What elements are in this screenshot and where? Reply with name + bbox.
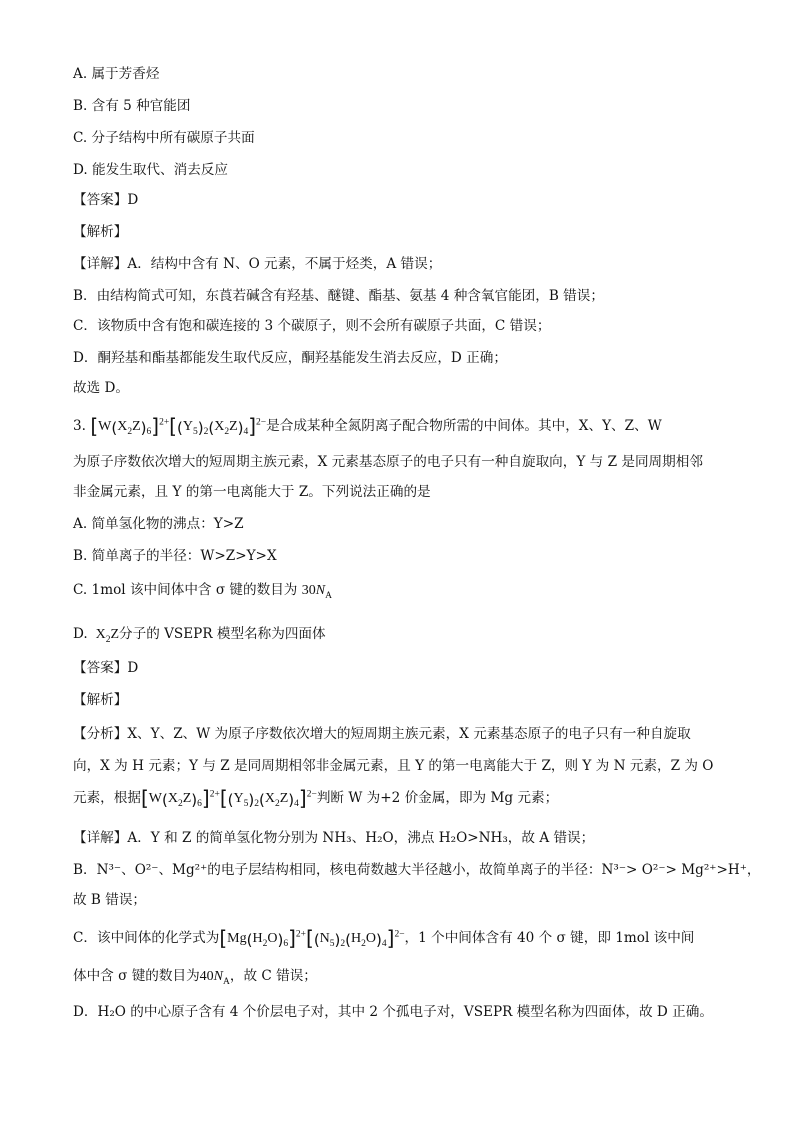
stem-text: 是合成某种全氮阴离子配合物所需的中间体。其中，X、Y、Z、W: [266, 418, 662, 434]
q3-analysis-tag: 【解析】: [73, 692, 128, 708]
detail-tag: 【详解】: [73, 830, 128, 846]
q2-option-c: C. 分子结构中所有碳原子共面: [73, 130, 255, 146]
q2-option-d: D. 能发生取代、消去反应: [73, 162, 228, 178]
detail-c2-prefix: 体中含 σ 键的数目为: [73, 968, 200, 984]
value-number: 30: [301, 583, 316, 598]
fenxi-text-prefix: 元素，根据: [73, 790, 141, 806]
q3-option-c: [73, 580, 332, 601]
option-d-label: D.: [73, 626, 88, 642]
q3-stem-line-2: 为原子序数依次增大的短周期主族元素，X 元素基态原子的电子只有一种自旋取向，Y 与 Z 是同周期相邻: [73, 454, 703, 470]
q3-fenxi-line-1: [73, 724, 691, 744]
q2-answer: [73, 190, 138, 210]
intermediate-formula: $[W(X_2Z)_6]^{2+}[(Y_5)_2(X_2Z)_4]^{2-}$: [90, 414, 267, 438]
q2-option-a: A. 属于芳香烃: [73, 66, 160, 82]
q2-detail-line-d: D．酮羟基和酯基都能发生取代反应，酮羟基能发生消去反应，D 正确；: [73, 350, 507, 366]
x2z-formula: $X_2Z$: [92, 627, 120, 645]
avogadro-symbol: N: [213, 969, 224, 984]
q3-fenxi-line-2: 向，X 为 H 元素；Y 与 Z 是同周期相邻非金属元素，且 Y 的第一电离能大于 Z，则 Y 为 N 元素，Z 为 O: [73, 758, 714, 774]
avogadro-symbol: N: [315, 583, 326, 598]
avogadro-sub: A: [223, 976, 230, 987]
value-number: 40: [199, 969, 214, 984]
fenxi-text: X、Y、Z、W 为原子序数依次增大的短周期主族元素，X 元素基态原子的电子只有一种自旋取: [127, 726, 691, 742]
detail-c-prefix: C．该中间体的化学式为: [73, 930, 220, 946]
avogadro-sub: A: [325, 590, 332, 601]
answer-value: D: [127, 192, 139, 208]
q3-detail-a: [73, 828, 594, 848]
q3-detail-c2: [73, 966, 317, 987]
q2-option-b: B. 含有 5 种官能团: [73, 98, 191, 114]
q3-answer: [73, 658, 138, 678]
q2-conclusion: 故选 D。: [73, 380, 130, 396]
q2-detail-line-b: B．由结构简式可知，东莨若碱含有羟基、醚键、酯基、氨基 4 种含氧官能团，B 错误；: [73, 288, 604, 304]
q3-detail-d: D．H₂O 的中心原子含有 4 个价层电子对，其中 2 个孤电子对，VSEPR 模型名称为四面体，故 D 正确。: [73, 1004, 713, 1020]
answer-tag: 【答案】: [73, 660, 128, 676]
q3-option-d: [73, 624, 326, 645]
detail-c2-suffix: ，故 C 错误；: [229, 968, 317, 984]
detail-c2-value: [199, 969, 230, 987]
q3-detail-b1: B．N³⁻、O²⁻、Mg²⁺的电子层结构相同，核电荷数越大半径越小，故简单离子的半径：N³⁻> O²⁻> Mg²⁺>H⁺，: [73, 862, 761, 878]
detail-text: A．结构中含有 N、O 元素，不属于烃类，A 错误；: [127, 256, 442, 272]
q2-analysis-tag: 【解析】: [73, 224, 128, 240]
q3-fenxi-line-3: [73, 788, 558, 810]
q2-detail-line-c: C．该物质中含有饱和碳连接的 3 个碳原子，则不会所有碳原子共面，C 错误；: [73, 318, 551, 334]
detail-text: A．Y 和 Z 的简单氢化物分别为 NH₃、H₂O，沸点 H₂O>NH₃，故 A 错误；: [127, 830, 595, 846]
option-d-text: 分子的 VSEPR 模型名称为四面体: [119, 626, 326, 642]
option-c-text: C. 1mol 该中间体中含 σ 键的数目为: [73, 582, 298, 598]
answer-tag: 【答案】: [73, 192, 128, 208]
q3-stem-line-3: 非金属元素，且 Y 的第一电离能大于 Z。下列说法正确的是: [73, 484, 431, 500]
answer-value: D: [127, 660, 139, 676]
detail-tag: 【详解】: [73, 256, 128, 272]
intermediate-formula-ref: $[W(X_2Z)_6]^{2+}[(Y_5)_2(X_2Z)_4]^{2-}$: [140, 786, 317, 810]
q3-option-a: A. 简单氢化物的沸点：Y>Z: [73, 516, 244, 532]
q3-detail-c1: [73, 928, 694, 950]
q3-detail-b2: 故 B 错误；: [73, 892, 147, 908]
q2-detail-line-a: [73, 254, 441, 274]
detail-c-suffix: ，1 个中间体含有 40 个 σ 键，即 1mol 该中间: [404, 930, 695, 946]
fenxi-text-suffix: 判断 W 为+2 价金属，即为 Mg 元素；: [316, 790, 559, 806]
q3-option-b: B. 简单离子的半径：W>Z>Y>X: [73, 548, 277, 564]
question-number: 3.: [73, 418, 86, 434]
option-c-value: [301, 583, 332, 601]
fenxi-tag: 【分析】: [73, 726, 128, 742]
q3-stem-line-1: [73, 416, 662, 438]
mg-complex-formula: $[Mg(H_2O)_6]^{2+}[(N_5)_2(H_2O)_4]^{2-}$: [219, 926, 405, 950]
